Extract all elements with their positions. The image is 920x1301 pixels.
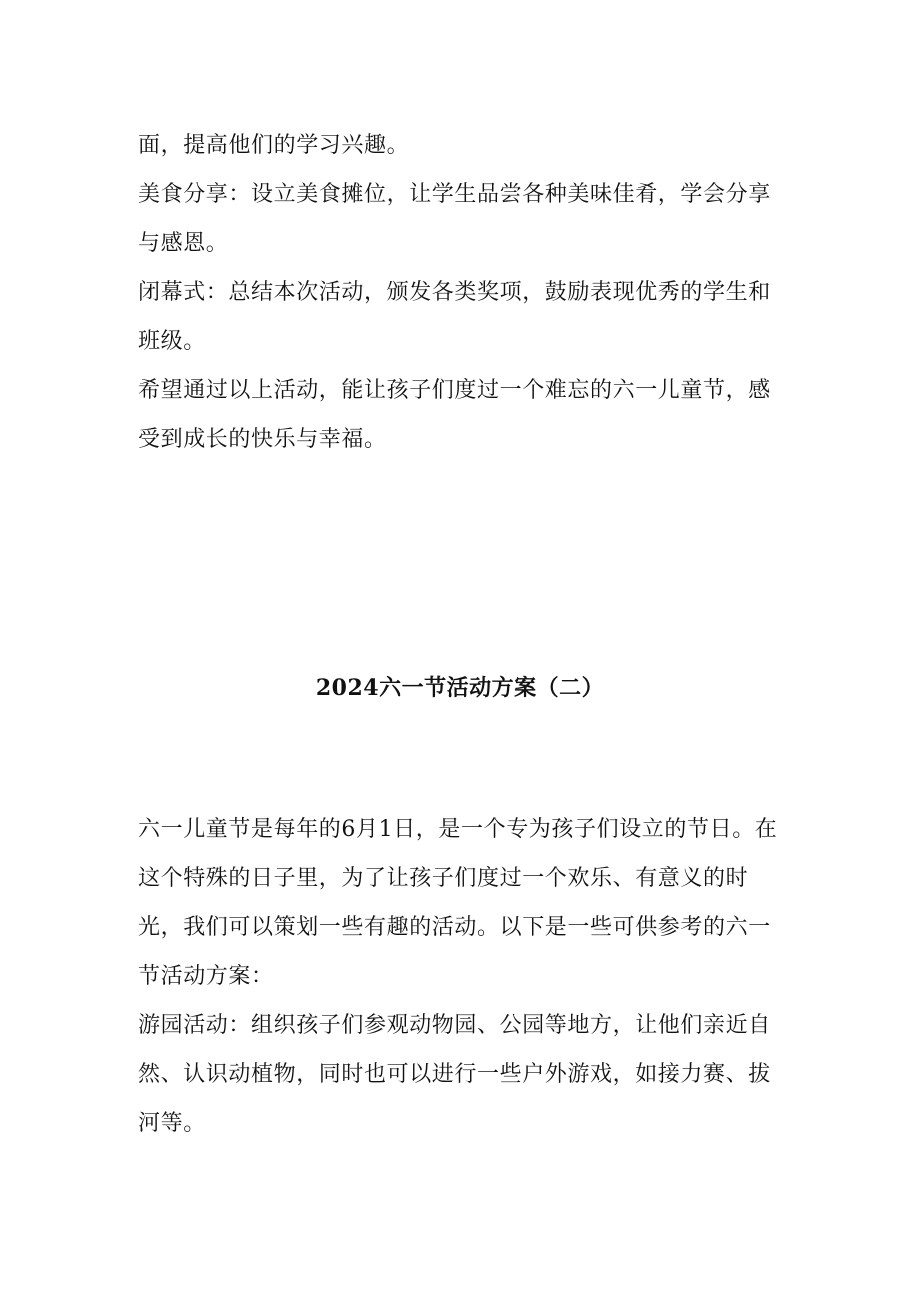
paragraph-food-sharing: 美食分享：设立美食摊位，让学生品尝各种美味佳肴，学会分享与感恩。 (138, 182, 771, 256)
section-one-body (138, 121, 788, 464)
section-two-title: 2024六一节活动方案（二） (315, 675, 605, 701)
paragraph-intro: 六一儿童节是每年的6月1日，是一个专为孩子们设立的节日。在这个特殊的日子里，为了让孩子们度过一个欢乐、有意义的时光，我们可以策划一些有趣的活动。以下是一些可供参考的六一节活动方案： (138, 817, 778, 989)
paragraph-park-activity: 游园活动：组织孩子们参观动物园、公园等地方，让他们亲近自然、认识动植物，同时也可以进行一些户外游戏，如接力赛、拔河等。 (138, 1013, 771, 1136)
paragraph-wishes: 希望通过以上活动，能让孩子们度过一个难忘的六一儿童节，感受到成长的快乐与幸福。 (138, 378, 771, 452)
paragraph-closing-ceremony: 闭幕式：总结本次活动，颁发各类奖项，鼓励表现优秀的学生和班级。 (138, 280, 771, 354)
section-two-body (138, 805, 788, 1148)
paragraph-continuation: 面，提高他们的学习兴趣。 (138, 133, 410, 158)
